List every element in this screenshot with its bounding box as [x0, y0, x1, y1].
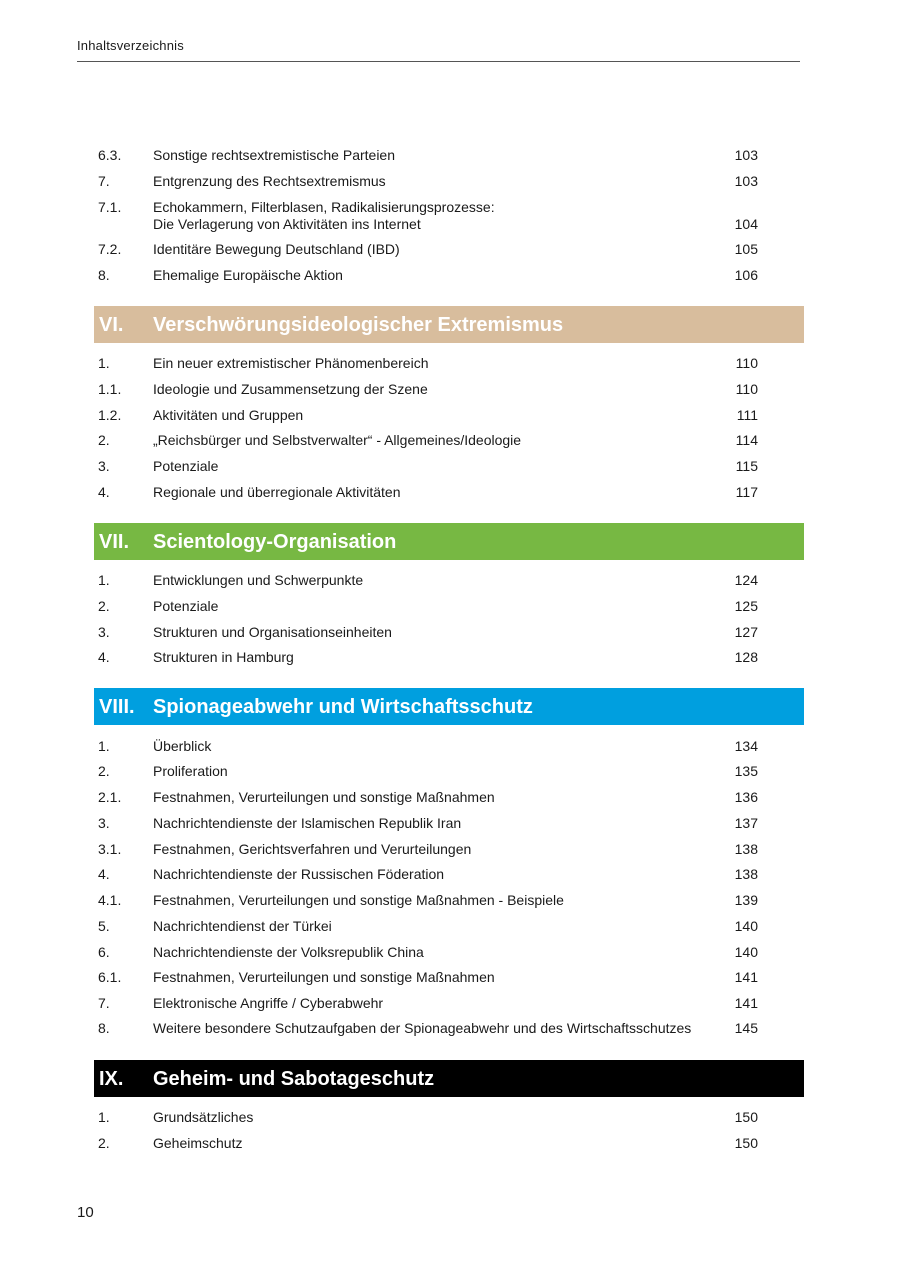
entry-number: 1.1.	[98, 381, 122, 397]
entry-page: 136	[734, 789, 758, 805]
entry-title: Proliferation	[153, 763, 228, 779]
section-number: VII.	[99, 531, 130, 553]
toc-entry[interactable]	[98, 1135, 758, 1152]
section-number: VI.	[99, 314, 124, 336]
toc-entry[interactable]	[98, 1020, 758, 1037]
entry-number: 6.1.	[98, 969, 122, 985]
entry-title: Festnahmen, Verurteilungen und sonstige Maßnahmen	[153, 969, 495, 985]
toc-entry[interactable]	[98, 355, 758, 372]
entry-title: Überblick	[153, 738, 212, 754]
entry-title: Identitäre Bewegung Deutschland (IBD)	[153, 241, 400, 257]
entry-title: Nachrichtendienste der Russischen Föderation	[153, 866, 445, 882]
section-title: Spionageabwehr und Wirtschaftsschutz	[153, 696, 533, 718]
entry-title: Festnahmen, Verurteilungen und sonstige Maßnahmen	[153, 789, 495, 805]
entry-title: Geheimschutz	[153, 1135, 243, 1151]
toc-entry[interactable]	[98, 407, 758, 424]
entry-title: Weitere besondere Schutzaufgaben der Spionageabwehr und des Wirtschaftsschutzes	[153, 1020, 692, 1036]
entry-number: 7.	[98, 995, 110, 1011]
entry-page: 105	[734, 241, 758, 257]
entry-title: Ideologie und Zusammensetzung der Szene	[153, 381, 428, 397]
toc-entry[interactable]	[98, 484, 758, 501]
toc-entry[interactable]	[98, 241, 758, 258]
toc-entry[interactable]	[98, 381, 758, 398]
entry-page: 138	[734, 841, 758, 857]
page-number: 10	[77, 1204, 94, 1221]
entry-page: 106	[734, 267, 758, 283]
toc-entry[interactable]	[98, 763, 758, 780]
toc-entry[interactable]	[98, 598, 758, 615]
entry-page: 111	[736, 407, 758, 423]
toc-entry[interactable]	[98, 738, 758, 755]
entry-page: 114	[735, 432, 758, 448]
header-rule	[77, 61, 800, 62]
entry-page: 134	[734, 738, 758, 754]
toc-entry[interactable]	[98, 944, 758, 961]
entry-number: 3.	[98, 815, 110, 831]
entry-number: 4.	[98, 866, 110, 882]
running-head: Inhaltsverzeichnis	[77, 38, 184, 53]
entry-page: 117	[735, 484, 758, 500]
toc-entry[interactable]	[98, 199, 758, 233]
entry-number: 3.	[98, 624, 110, 640]
toc-entry[interactable]	[98, 432, 758, 449]
section-heading-ix[interactable]	[94, 1060, 804, 1097]
entry-title: Festnahmen, Gerichtsverfahren und Verurteilungen	[153, 841, 472, 857]
entry-number: 7.	[98, 173, 110, 189]
entry-number: 4.	[98, 484, 110, 500]
entry-page: 135	[734, 763, 758, 779]
entry-title: Elektronische Angriffe / Cyberabwehr	[153, 995, 384, 1011]
entry-number: 4.1.	[98, 892, 122, 908]
entry-title: Entwicklungen und Schwerpunkte	[153, 572, 364, 588]
section-heading-viii[interactable]	[94, 688, 804, 725]
entry-title: Grundsätzliches	[153, 1109, 254, 1125]
entry-title: Festnahmen, Verurteilungen und sonstige Maßnahmen - Beispiele	[153, 892, 564, 908]
toc-entry[interactable]	[98, 841, 758, 858]
entry-page: 115	[735, 458, 758, 474]
entry-page: 138	[734, 866, 758, 882]
entry-title: Entgrenzung des Rechtsextremismus	[153, 173, 386, 189]
toc-entry[interactable]	[98, 815, 758, 832]
entry-title: Nachrichtendienst der Türkei	[153, 918, 332, 934]
section-heading-vii[interactable]	[94, 523, 804, 560]
entry-title: Regionale und überregionale Aktivitäten	[153, 484, 401, 500]
toc-entry[interactable]	[98, 649, 758, 666]
entry-number: 1.	[98, 572, 110, 588]
section-number: IX.	[99, 1068, 124, 1090]
entry-number: 5.	[98, 918, 110, 934]
section-title: Scientology-Organisation	[153, 531, 397, 553]
entry-number: 4.	[98, 649, 110, 665]
entry-title: „Reichsbürger und Selbstverwalter“ - Allgemeines/Ideologie	[153, 432, 522, 448]
entry-title: Sonstige rechtsextremistische Parteien	[153, 147, 395, 163]
section-title: Verschwörungsideologischer Extremismus	[153, 314, 564, 336]
entry-page: 141	[734, 995, 758, 1011]
toc-entry[interactable]	[98, 147, 758, 164]
entry-number: 2.	[98, 598, 110, 614]
entry-title: Potenziale	[153, 598, 219, 614]
entry-page: 124	[734, 572, 758, 588]
toc-entry[interactable]	[98, 267, 758, 284]
entry-title: Nachrichtendienste der Volksrepublik China	[153, 944, 424, 960]
entry-number: 7.1.	[98, 199, 122, 215]
entry-title: Strukturen in Hamburg	[153, 649, 294, 665]
entry-page: 139	[734, 892, 758, 908]
entry-title: Strukturen und Organisationseinheiten	[153, 624, 392, 640]
entry-page: 140	[734, 944, 758, 960]
toc-entry[interactable]	[98, 572, 758, 589]
entry-number: 6.	[98, 944, 110, 960]
entry-number: 7.2.	[98, 241, 122, 257]
section-title: Geheim- und Sabotageschutz	[153, 1068, 435, 1090]
entry-number: 3.	[98, 458, 110, 474]
toc-entry[interactable]	[98, 995, 758, 1012]
entry-page: 128	[734, 649, 758, 665]
entry-number: 2.	[98, 1135, 110, 1151]
toc-entry[interactable]	[98, 458, 758, 475]
toc-entry[interactable]	[98, 789, 758, 806]
toc-entry[interactable]	[98, 918, 758, 935]
entry-page: 104	[734, 216, 758, 232]
entry-page: 103	[734, 173, 758, 189]
entry-number: 6.3.	[98, 147, 122, 163]
entry-number: 1.2.	[98, 407, 122, 423]
section-heading-vi[interactable]	[94, 306, 804, 343]
entry-page: 103	[734, 147, 758, 163]
toc-entry[interactable]	[98, 892, 758, 909]
entry-title: Aktivitäten und Gruppen	[153, 407, 304, 423]
entry-page: 145	[734, 1020, 758, 1036]
section-number: VIII.	[99, 696, 135, 718]
entry-title: Nachrichtendienste der Islamischen Republik Iran	[153, 815, 462, 831]
entry-number: 2.1.	[98, 789, 122, 805]
entry-page: 150	[734, 1135, 758, 1151]
entry-number: 8.	[98, 267, 110, 283]
entry-number: 1.	[98, 355, 110, 371]
entry-number: 3.1.	[98, 841, 122, 857]
entry-page: 141	[734, 969, 758, 985]
entry-number: 1.	[98, 1109, 110, 1125]
entry-title-continued: Die Verlagerung von Aktivitäten ins Internet	[153, 216, 421, 232]
entry-page: 110	[735, 355, 758, 371]
toc-entry[interactable]	[98, 969, 758, 986]
entry-title: Potenziale	[153, 458, 219, 474]
toc-entry[interactable]	[98, 173, 758, 190]
entry-title: Echokammern, Filterblasen, Radikalisierungsprozesse:	[153, 199, 495, 215]
entry-page: 127	[734, 624, 758, 640]
entry-page: 125	[734, 598, 758, 614]
entry-number: 8.	[98, 1020, 110, 1036]
entry-page: 140	[734, 918, 758, 934]
entry-page: 110	[735, 381, 758, 397]
toc-entry[interactable]	[98, 624, 758, 641]
entry-title: Ein neuer extremistischer Phänomenbereich	[153, 355, 429, 371]
entry-page: 137	[734, 815, 758, 831]
entry-title: Ehemalige Europäische Aktion	[153, 267, 343, 283]
entry-number: 2.	[98, 432, 110, 448]
toc-entry[interactable]	[98, 866, 758, 883]
entry-page: 150	[734, 1109, 758, 1125]
entry-number: 1.	[98, 738, 110, 754]
toc-entry[interactable]	[98, 1109, 758, 1126]
entry-number: 2.	[98, 763, 110, 779]
